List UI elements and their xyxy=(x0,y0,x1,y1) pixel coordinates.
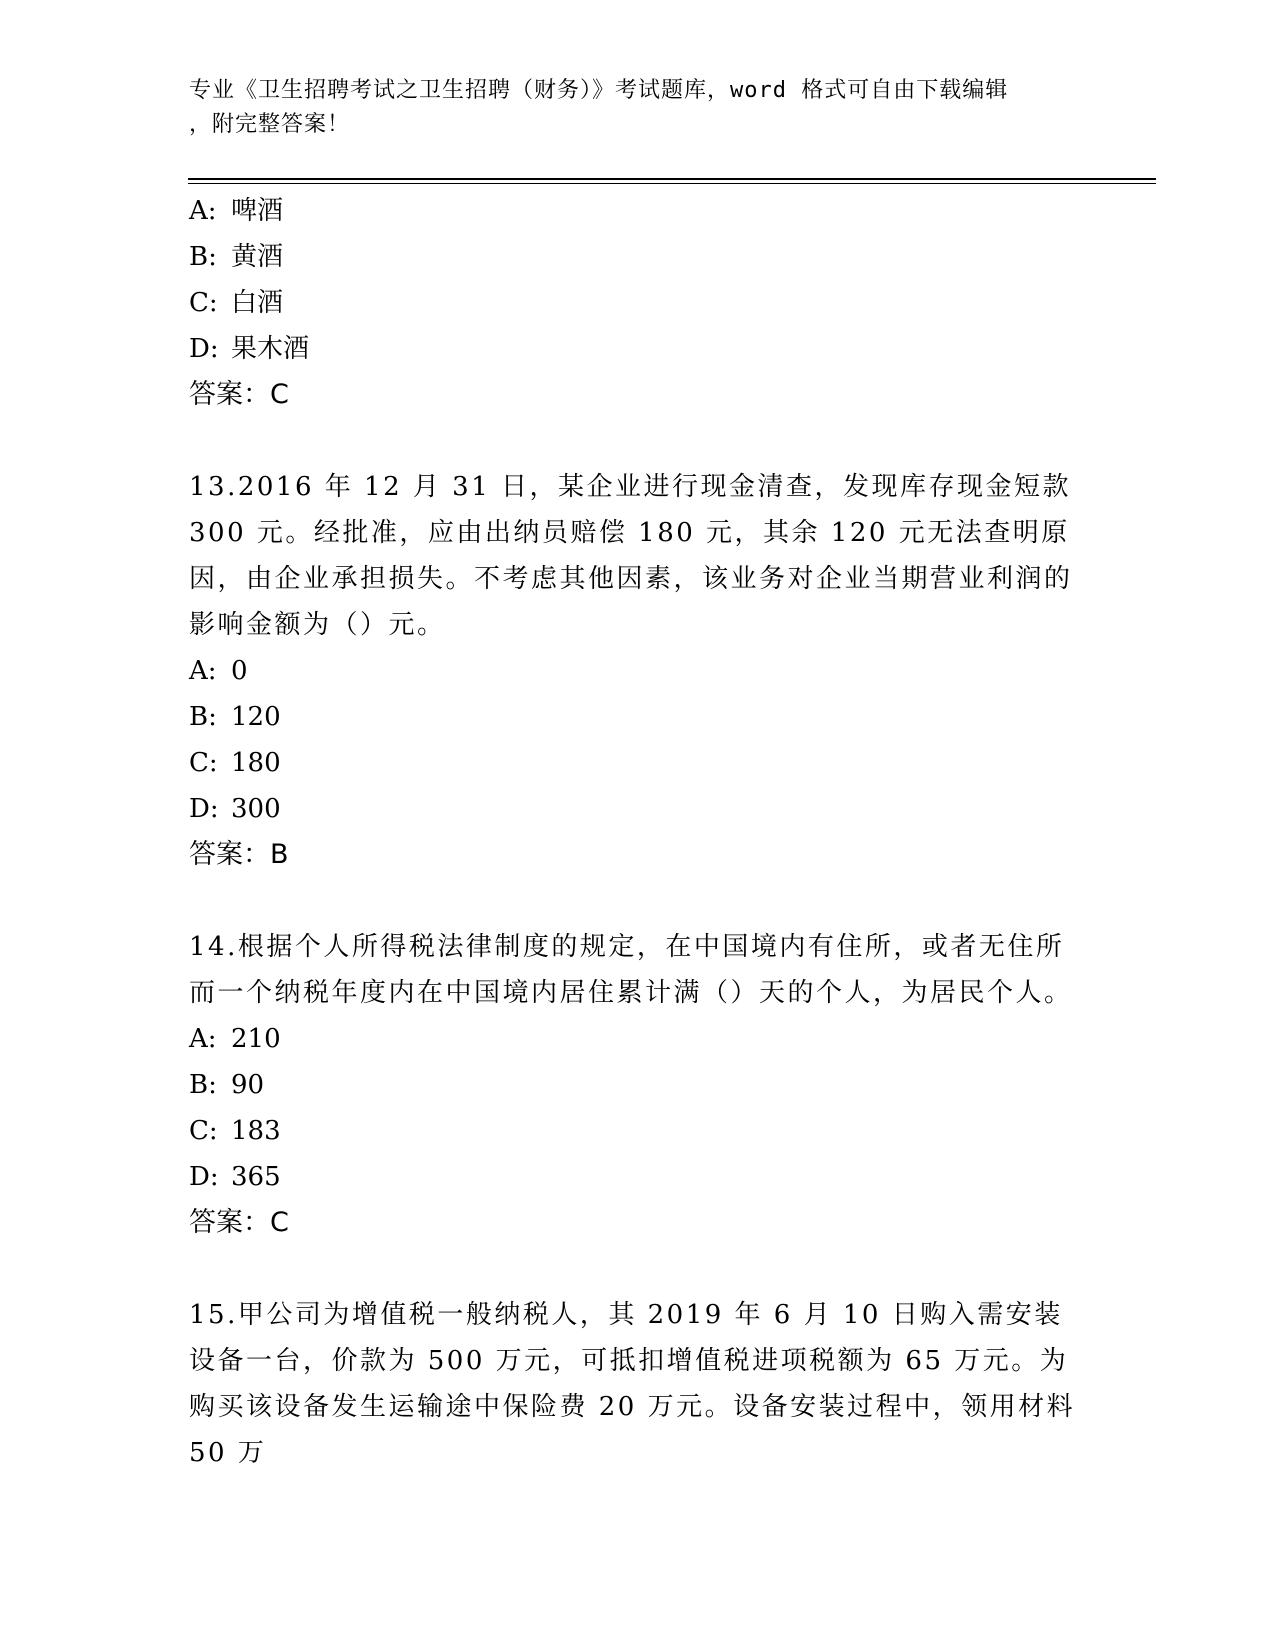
spacer xyxy=(189,418,1089,464)
option-b: B: 90 xyxy=(189,1070,265,1100)
option-d: D: 365 xyxy=(189,1162,281,1192)
answer: 答案：C xyxy=(189,379,289,410)
header-rule-thin xyxy=(188,183,1156,184)
option-b: B: 黄酒 xyxy=(189,242,284,272)
header-line-2: ，附完整答案！ xyxy=(189,112,351,137)
document-header xyxy=(189,74,1069,142)
question-text: 15.甲公司为增值税一般纳税人，其 2019 年 6 月 10 日购入需安装设备一台，价款为 500 万元，可抵扣增值税进项税额为 65 万元。为购买该设备发生运输途中保险费 20 万元。设备安装过程中，领用材料 50 万 xyxy=(189,1300,1076,1468)
spacer xyxy=(189,878,1089,924)
option-d: D: 300 xyxy=(189,794,281,824)
option-a: A: 210 xyxy=(189,1024,281,1054)
option-c: C: 183 xyxy=(189,1116,281,1146)
question-list xyxy=(189,188,1089,1476)
answer: 答案：B xyxy=(189,839,289,870)
answer: 答案：C xyxy=(189,1207,289,1238)
question-text: 14.根据个人所得税法律制度的规定，在中国境内有住所，或者无住所而一个纳税年度内在中国境内居住累计满（）天的个人，为居民个人。 xyxy=(189,932,1073,1008)
option-b: B: 120 xyxy=(189,702,281,732)
header-rule-thick xyxy=(188,178,1156,180)
spacer xyxy=(189,1246,1089,1292)
question-15 xyxy=(189,1292,1089,1476)
option-a: A: 0 xyxy=(189,656,248,686)
header-line-1: 专业《卫生招聘考试之卫生招聘（财务）》考试题库，word 格式可自由下载编辑 xyxy=(189,78,1009,103)
question-text: 13.2016 年 12 月 31 日，某企业进行现金清查，发现库存现金短款 300 元。经批准，应由出纳员赔偿 180 元，其余 120 元无法查明原因，由企业承担损失。不考虑其他因素，该业务对企业当期营业利润的影响金额为（）元。 xyxy=(189,472,1073,640)
option-a: A: 啤酒 xyxy=(189,196,284,226)
question-14 xyxy=(189,924,1089,1246)
option-c: C: 180 xyxy=(189,748,281,778)
option-c: C: 白酒 xyxy=(189,288,284,318)
option-d: D: 果木酒 xyxy=(189,334,310,364)
question-12 xyxy=(189,188,1089,418)
question-13 xyxy=(189,464,1089,878)
